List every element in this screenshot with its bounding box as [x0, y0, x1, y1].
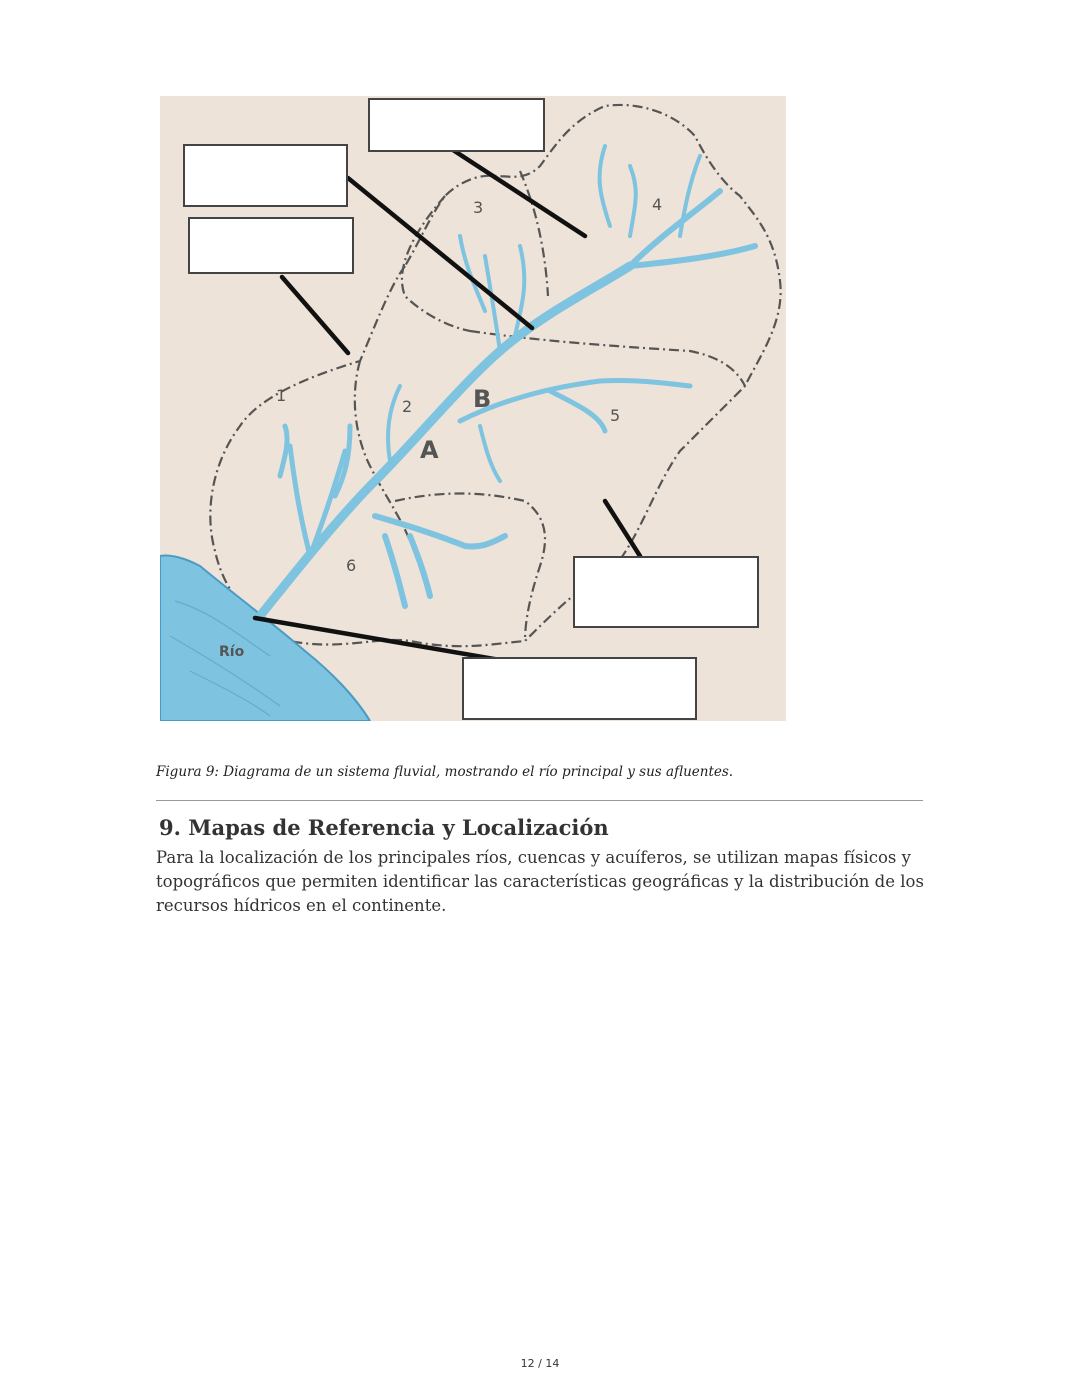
- region-label-4: 4: [652, 195, 663, 214]
- region-label-6: 6: [346, 556, 357, 575]
- section-heading: 9. Mapas de Referencia y Localización: [159, 815, 609, 840]
- point-label-a: A: [420, 436, 439, 464]
- section-body: Para la localización de los principales ríos, cuencas y acuíferos, se utilizan mapas físicos y topográficos que permiten identificar las características geográficas y la distribución de los recursos hídricos en el continente.: [156, 848, 924, 915]
- section-divider: [156, 800, 923, 801]
- river-label: Río: [219, 644, 245, 660]
- label-box-top: [369, 99, 544, 151]
- region-label-2: 2: [402, 397, 413, 416]
- label-box-right: [574, 557, 758, 627]
- region-label-1: 1: [276, 386, 287, 405]
- river-system-diagram: [160, 96, 786, 721]
- label-box-middle-left: [189, 218, 353, 273]
- figure-caption: Figura 9: Diagrama de un sistema fluvial, mostrando el río principal y sus afluentes.: [156, 764, 734, 780]
- page-number: 12 / 14: [520, 1357, 560, 1370]
- region-label-3: 3: [473, 198, 484, 217]
- point-label-b: B: [473, 385, 492, 413]
- river-diagram-svg: [160, 96, 786, 721]
- label-box-bottom: [463, 658, 696, 719]
- label-box-upper-left: [184, 145, 347, 206]
- region-label-5: 5: [610, 406, 621, 425]
